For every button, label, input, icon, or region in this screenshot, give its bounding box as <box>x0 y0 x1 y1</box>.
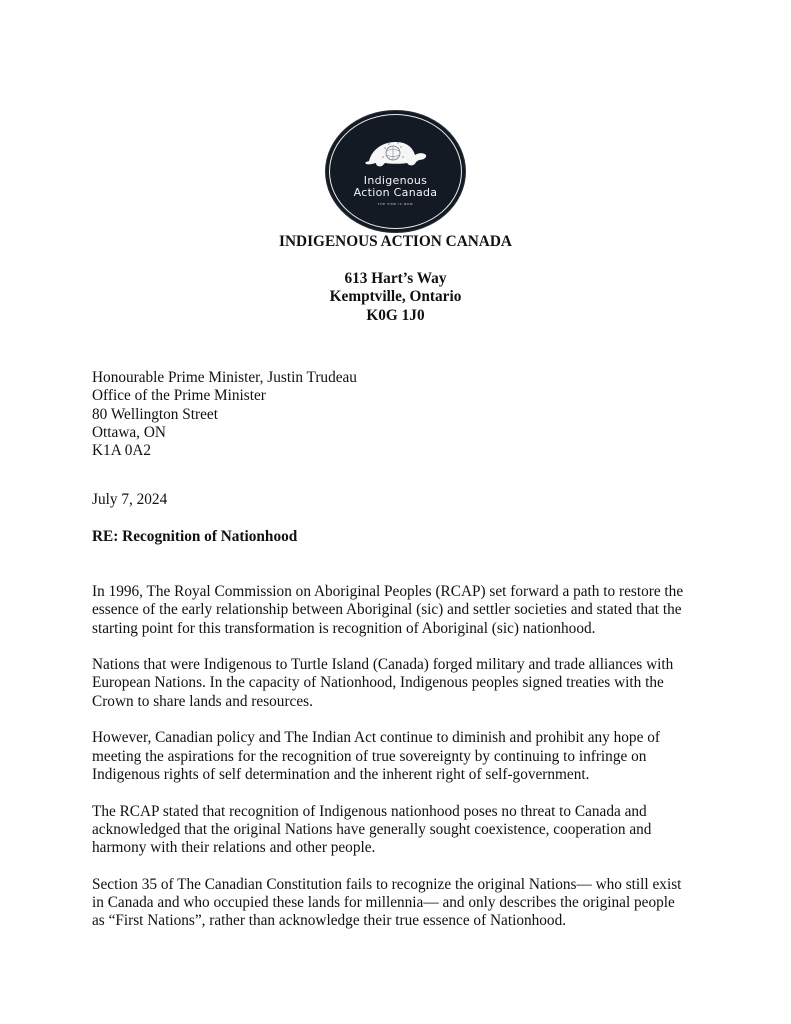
logo-title <box>326 175 465 199</box>
recipient-city: Ottawa, ON <box>92 423 166 441</box>
body-paragraph <box>92 729 712 784</box>
letter-subject: RE: Recognition of Nationhood <box>92 528 298 545</box>
paragraph-line: starting point for this transformation is recognition of Aboriginal (sic) nationhood. <box>92 619 596 637</box>
paragraph-line: essence of the early relationship between Aboriginal (sic) and settler societies and stated that the <box>92 601 682 619</box>
paragraph-line: in Canada and who occupied these lands for millennia— and only describes the original people <box>92 894 675 912</box>
recipient-name: Honourable Prime Minister, Justin Trudeau <box>92 369 357 386</box>
paragraph-line: In 1996, The Royal Commission on Aboriginal Peoples (RCAP) set forward a path to restore the <box>92 583 684 600</box>
paragraph-line: Crown to share lands and resources. <box>92 692 313 710</box>
logo-tagline: THE TIME IS NOW <box>377 202 414 206</box>
body-paragraph <box>92 803 712 858</box>
body-paragraph <box>92 583 712 638</box>
address-postal-code: K0G 1J0 <box>366 306 425 324</box>
recipient-address-block <box>92 369 357 460</box>
paragraph-line: The RCAP stated that recognition of Indigenous nationhood poses no threat to Canada and <box>92 802 647 820</box>
organization-name: INDIGENOUS ACTION CANADA <box>279 233 512 250</box>
recipient-office: Office of the Prime Minister <box>92 387 266 405</box>
paragraph-line: as “First Nations”, rather than acknowledge their true essence of Nationhood. <box>92 912 567 930</box>
recipient-postal-code: K1A 0A2 <box>92 442 152 460</box>
logo-title-line1: Indigenous <box>363 174 428 187</box>
address-city: Kemptville, Ontario <box>329 288 462 306</box>
turtle-globe-icon <box>363 139 429 173</box>
paragraph-line: harmony with their relations and other people. <box>92 839 376 857</box>
organization-logo <box>326 111 465 232</box>
letter-body <box>92 583 712 949</box>
recipient-street: 80 Wellington Street <box>92 405 218 423</box>
paragraph-line: Nations that were Indigenous to Turtle Island (Canada) forged military and trade alliances with <box>92 656 674 674</box>
body-paragraph <box>92 656 712 711</box>
organization-address <box>0 270 791 325</box>
paragraph-line: acknowledged that the original Nations have generally sought coexistence, cooperation and <box>92 820 652 838</box>
paragraph-line: Indigenous rights of self determination and the inherent right of self-government. <box>92 765 590 783</box>
address-street: 613 Hart’s Way <box>344 270 447 287</box>
paragraph-line: meeting the aspirations for the recognition of true sovereignty by continuing to infringe on <box>92 747 647 765</box>
letter-date: July 7, 2024 <box>92 491 168 508</box>
paragraph-line: European Nations. In the capacity of Nationhood, Indigenous peoples signed treaties with the <box>92 674 664 692</box>
paragraph-line: Section 35 of The Canadian Constitution fails to recognize the original Nations— who still exist <box>92 875 682 893</box>
body-paragraph <box>92 876 712 931</box>
logo-title-line2: Action Canada <box>353 186 438 199</box>
paragraph-line: However, Canadian policy and The Indian Act continue to diminish and prohibit any hope of <box>92 729 660 747</box>
